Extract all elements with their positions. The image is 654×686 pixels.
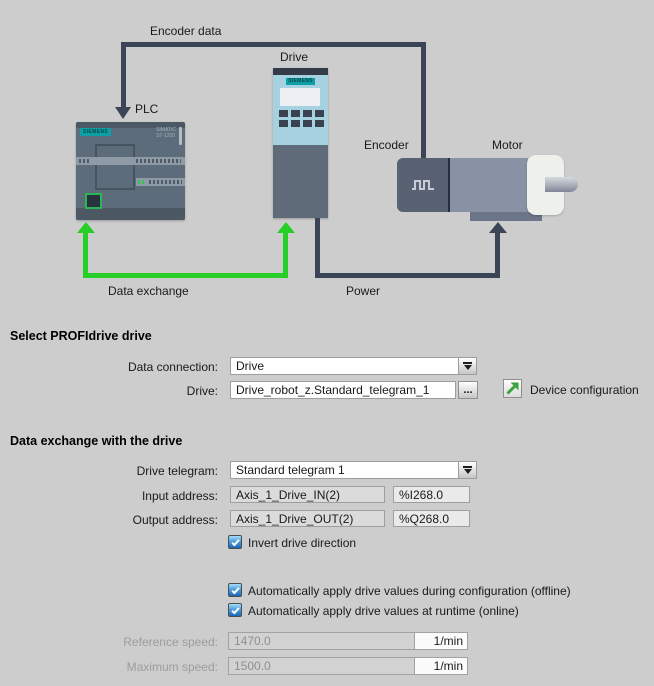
siemens-logo: SIEMENS — [80, 128, 111, 136]
output-address-name-field[interactable]: Axis_1_Drive_OUT(2) — [230, 510, 385, 527]
data-connection-label: Data connection: — [127, 360, 218, 374]
power-line-horizontal — [315, 273, 500, 278]
data-connection-value: Drive — [236, 359, 265, 373]
plc-led-strip-bottom — [136, 178, 185, 186]
power-arrowhead-motor — [489, 222, 507, 233]
encoder-data-label: Encoder data — [150, 24, 222, 38]
drive-device — [273, 68, 328, 218]
chevron-down-icon[interactable] — [458, 358, 476, 374]
chevron-down-icon[interactable] — [458, 462, 476, 478]
plc-expansion-outline — [95, 144, 135, 190]
plc-device — [76, 122, 185, 220]
power-label: Power — [346, 284, 381, 298]
drive-key — [291, 110, 300, 117]
plc-model-text: SIMATIC S7-1200 — [156, 127, 176, 139]
checkmark-icon — [230, 585, 241, 596]
invert-drive-direction-checkbox[interactable] — [228, 535, 242, 549]
auto-apply-online-label: Automatically apply drive values at runtime (online) — [248, 604, 519, 618]
power-line-right — [495, 232, 500, 273]
checkmark-icon — [230, 605, 241, 616]
drive-operator-panel — [273, 75, 328, 145]
data-exchange-line-horizontal — [83, 273, 288, 278]
device-configuration-icon[interactable] — [503, 379, 522, 398]
device-configuration-link[interactable]: Device configuration — [530, 383, 639, 397]
reference-speed-label: Reference speed: — [123, 635, 218, 649]
reference-speed-unit: 1/min — [414, 633, 467, 649]
data-connection-select[interactable] — [230, 357, 477, 375]
encoder-data-line-left-vertical — [121, 42, 126, 108]
input-address-label: Input address: — [141, 489, 218, 503]
drive-key — [303, 110, 312, 117]
motor-device — [450, 158, 528, 212]
plc-side-slot — [179, 127, 182, 145]
power-line-left — [315, 218, 320, 278]
plc-ethernet-port — [85, 193, 102, 209]
output-address-label: Output address: — [132, 513, 218, 527]
auto-apply-offline-label: Automatically apply drive values during configuration (offline) — [248, 584, 571, 598]
drive-browse-button[interactable]: ... — [458, 381, 478, 399]
drive-key — [279, 120, 288, 127]
auto-apply-offline-checkbox[interactable] — [228, 583, 242, 597]
plc-led-ticks — [136, 159, 181, 163]
data-exchange-line-left — [83, 231, 88, 278]
drive-key — [315, 110, 324, 117]
output-address-value-field[interactable]: %Q268.0 — [393, 510, 470, 527]
reference-speed-value: 1470.0 — [234, 634, 271, 648]
drive-telegram-select[interactable] — [230, 461, 477, 479]
plc-bottom-band — [76, 208, 185, 220]
drive-topology-diagram — [0, 0, 654, 310]
input-address-value-field[interactable]: %I268.0 — [393, 486, 470, 503]
encoder-label: Encoder — [364, 138, 409, 152]
encoder-data-line-horizontal — [121, 42, 426, 47]
siemens-logo: SIEMENS — [286, 78, 315, 85]
drive-field-label: Drive: — [186, 384, 218, 398]
reference-speed-field — [228, 632, 468, 650]
diagonal-green-arrow-icon — [505, 381, 520, 396]
drive-field[interactable] — [230, 381, 456, 399]
data-exchange-arrowhead-drive — [277, 222, 295, 233]
checkmark-icon — [230, 537, 241, 548]
maximum-speed-unit: 1/min — [414, 658, 467, 674]
data-exchange-label: Data exchange — [108, 284, 189, 298]
encoder-device — [397, 158, 450, 212]
auto-apply-online-checkbox[interactable] — [228, 603, 242, 617]
section-title-select-profidrive-drive: Select PROFIdrive drive — [10, 329, 152, 343]
maximum-speed-label: Maximum speed: — [126, 660, 218, 674]
drive-display — [280, 88, 320, 106]
motor-label: Motor — [492, 138, 523, 152]
plc-led-strip-top — [76, 157, 185, 165]
motor-shaft — [545, 177, 578, 192]
invert-drive-direction-label: Invert drive direction — [248, 536, 357, 550]
drive-field-value: Drive_robot_z.Standard_telegram_1 — [236, 383, 430, 397]
drive-key — [279, 110, 288, 117]
drive-keypad — [279, 110, 324, 127]
input-address-name-field[interactable]: Axis_1_Drive_IN(2) — [230, 486, 385, 503]
pulse-wave-icon — [410, 178, 436, 192]
data-exchange-line-right — [283, 231, 288, 278]
maximum-speed-value: 1500.0 — [234, 659, 271, 673]
drive-key — [291, 120, 300, 127]
drive-key — [315, 120, 324, 127]
plc-led-ticks — [149, 180, 182, 184]
plc-green-leds — [138, 180, 146, 184]
encoder-data-arrowhead-icon — [115, 107, 131, 119]
encoder-data-line-right-vertical — [421, 42, 426, 158]
plc-led-ticks — [79, 159, 91, 163]
drive-top-bar — [273, 68, 328, 75]
drive-telegram-label: Drive telegram: — [136, 464, 218, 478]
plc-label: PLC — [135, 102, 159, 116]
drive-telegram-value: Standard telegram 1 — [236, 463, 345, 477]
maximum-speed-field — [228, 657, 468, 675]
section-title-data-exchange: Data exchange with the drive — [10, 434, 183, 448]
drive-label: Drive — [280, 50, 309, 64]
drive-body — [273, 145, 328, 218]
drive-key — [303, 120, 312, 127]
